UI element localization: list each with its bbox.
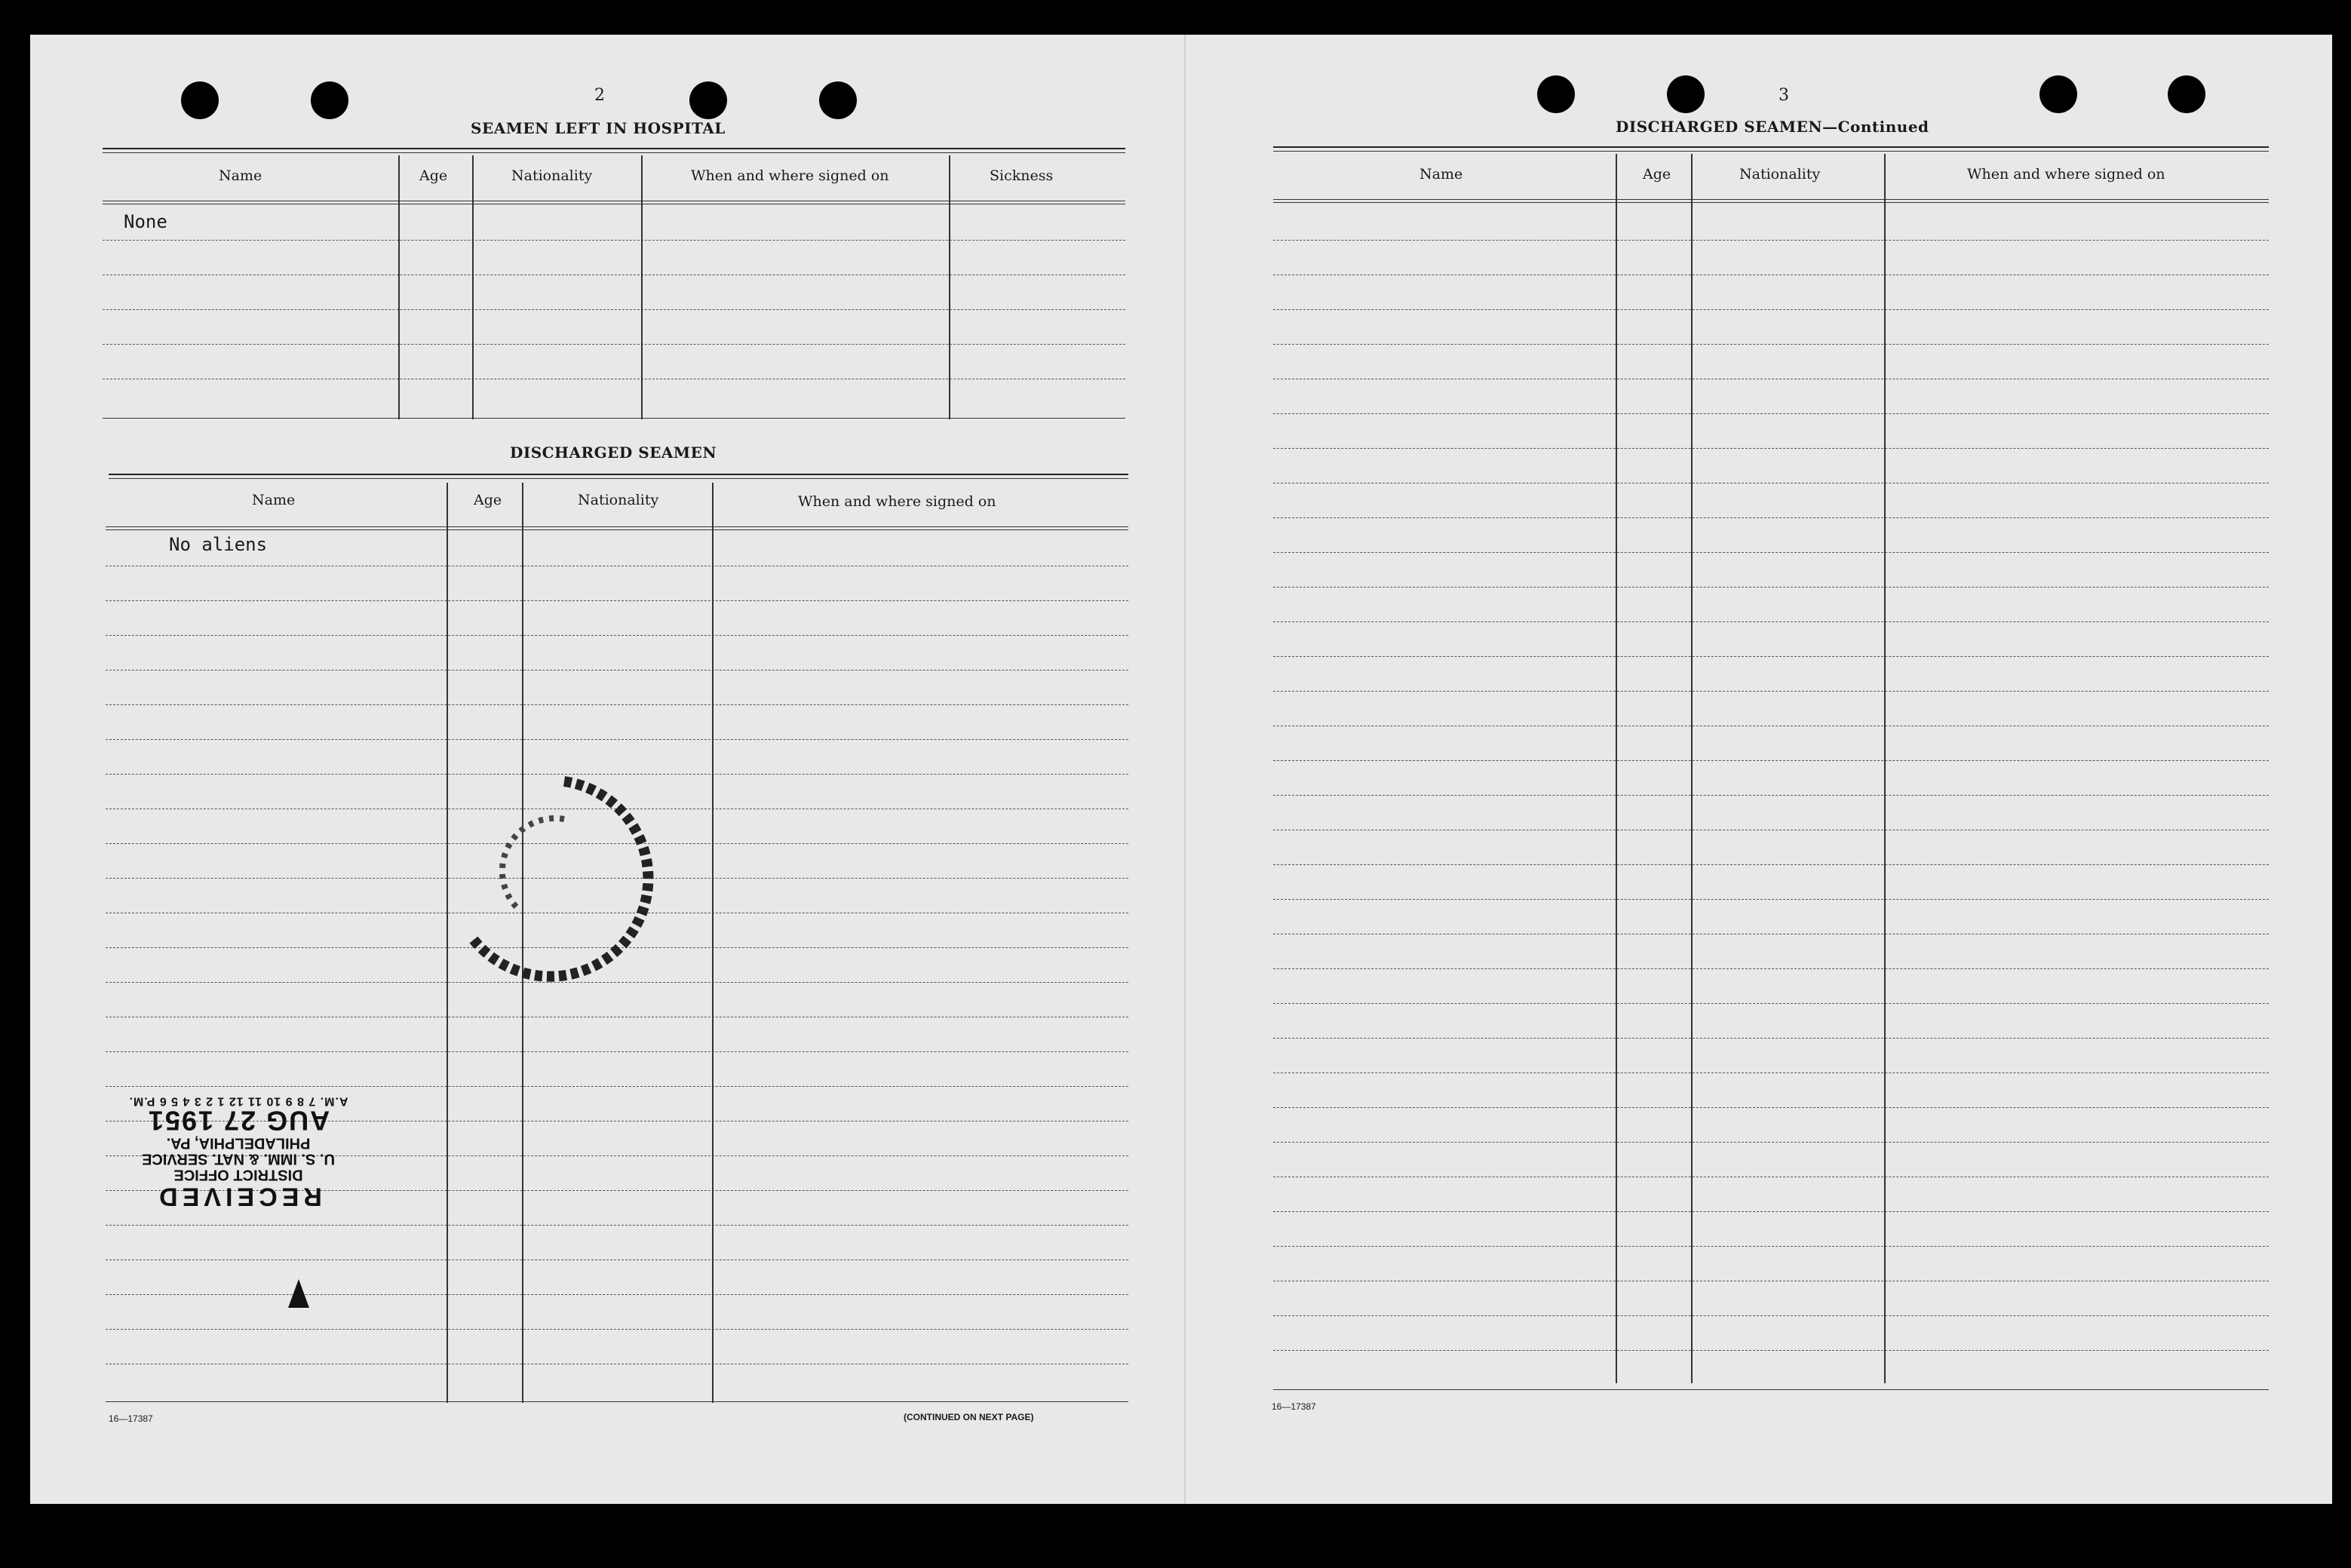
table-row xyxy=(106,739,1128,740)
header-rule xyxy=(106,529,1128,530)
table-row xyxy=(1273,656,2269,657)
table-row xyxy=(1273,968,2269,969)
col-divider xyxy=(398,155,400,419)
table-row xyxy=(1273,1350,2269,1351)
table-bottom-rule xyxy=(1273,1389,2269,1390)
stamp-date: AUG 27 1951 xyxy=(146,1105,330,1137)
form-number: 16—17387 xyxy=(109,1413,153,1424)
table-row xyxy=(1273,691,2269,692)
table-row xyxy=(1273,517,2269,518)
col-header-name: Name xyxy=(252,492,296,508)
table-bottom-rule xyxy=(106,1401,1128,1402)
header-rule xyxy=(106,526,1128,527)
table-row xyxy=(106,1294,1128,1295)
table-row xyxy=(1273,1072,2269,1073)
table-row xyxy=(106,635,1128,636)
table-row xyxy=(106,1051,1128,1052)
col-header-nationality: Nationality xyxy=(511,167,593,184)
stamp-line: RECEIVED xyxy=(155,1182,322,1211)
col-header-age: Age xyxy=(419,167,448,184)
col-header-nationality: Nationality xyxy=(1739,166,1821,183)
table-row xyxy=(1273,1003,2269,1004)
table-row xyxy=(106,600,1128,601)
received-stamp xyxy=(87,1094,389,1209)
table-row xyxy=(1273,552,2269,553)
stamp-line: PHILADELPHIA, PA. xyxy=(166,1134,311,1152)
table-row xyxy=(106,1225,1128,1226)
col-header-age: Age xyxy=(1643,166,1671,183)
col-header-signed-on: When and where signed on xyxy=(798,493,996,510)
table-top-rule xyxy=(103,148,1125,149)
col-header-signed-on: When and where signed on xyxy=(691,167,889,184)
stamp-line: DISTRICT OFFICE xyxy=(173,1166,303,1183)
stamp-line: U. S. IMM. & NAT. SERVICE xyxy=(142,1150,335,1168)
table-row xyxy=(1273,448,2269,449)
continued-note: (CONTINUED ON NEXT PAGE) xyxy=(904,1412,1034,1422)
table-row xyxy=(103,309,1125,310)
table-row xyxy=(1273,1107,2269,1108)
col-header-sickness: Sickness xyxy=(990,167,1054,184)
table-top-rule xyxy=(1273,146,2269,148)
table-row xyxy=(1273,413,2269,414)
col-divider xyxy=(1616,154,1617,1383)
col-divider xyxy=(1884,154,1886,1383)
page-number: 2 xyxy=(594,86,605,105)
table-row xyxy=(103,344,1125,345)
stamp-hours: A.M. 7 8 9 10 11 12 1 2 3 4 5 6 P.M. xyxy=(128,1094,348,1107)
header-rule xyxy=(1273,202,2269,203)
table-row xyxy=(1273,587,2269,588)
form-number: 16—17387 xyxy=(1272,1401,1316,1412)
table-top-rule xyxy=(103,152,1125,153)
col-divider xyxy=(712,483,714,1403)
table-row xyxy=(1273,795,2269,796)
postmark-seal xyxy=(443,759,685,1000)
table-row xyxy=(106,1329,1128,1330)
col-divider xyxy=(949,155,950,419)
table-row xyxy=(1273,309,2269,310)
table-row xyxy=(1273,621,2269,622)
col-header-signed-on: When and where signed on xyxy=(1967,166,2165,183)
hospital-entry: None xyxy=(124,211,167,232)
right-page xyxy=(1184,35,2332,1504)
page-number: 3 xyxy=(1779,86,1789,105)
col-header-name: Name xyxy=(1420,166,1463,183)
col-divider xyxy=(1691,154,1693,1383)
discharged-section-title: DISCHARGED SEAMEN xyxy=(510,443,717,462)
discharged-continued-title xyxy=(1616,118,1929,136)
table-row xyxy=(106,704,1128,705)
table-top-rule xyxy=(109,474,1128,475)
table-row xyxy=(1273,240,2269,241)
table-row xyxy=(1273,1142,2269,1143)
table-bottom-rule xyxy=(103,418,1125,419)
table-top-rule xyxy=(109,478,1128,479)
table-row xyxy=(1273,1246,2269,1247)
table-row xyxy=(1273,1315,2269,1316)
table-row xyxy=(1273,760,2269,761)
table-row xyxy=(1273,864,2269,865)
title-suffix: —Continued xyxy=(1822,118,1929,136)
discharged-entry: No aliens xyxy=(169,534,268,555)
table-row xyxy=(1273,1038,2269,1039)
table-row xyxy=(106,1086,1128,1087)
hospital-section-title: SEAMEN LEFT IN HOSPITAL xyxy=(471,119,726,137)
left-page xyxy=(30,35,1184,1504)
col-header-name: Name xyxy=(219,167,262,184)
col-header-age: Age xyxy=(474,492,502,508)
arrow-icon xyxy=(288,1279,309,1308)
title-main: DISCHARGED SEAMEN xyxy=(1616,118,1823,136)
table-row xyxy=(1273,344,2269,345)
col-header-nationality: Nationality xyxy=(578,492,659,508)
table-top-rule xyxy=(1273,151,2269,152)
col-divider xyxy=(472,155,474,419)
document-sheet xyxy=(30,35,2332,1504)
table-row xyxy=(1273,1211,2269,1212)
table-row xyxy=(1273,899,2269,900)
table-row xyxy=(103,240,1125,241)
col-divider xyxy=(641,155,643,419)
header-rule xyxy=(1273,199,2269,200)
